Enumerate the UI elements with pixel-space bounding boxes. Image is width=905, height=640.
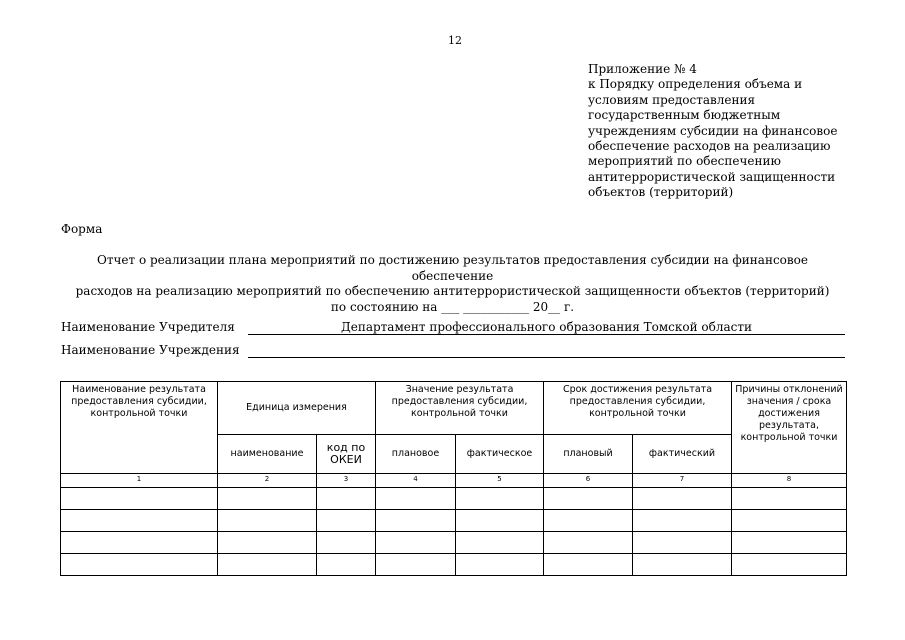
appendix-line: учреждениям субсидии на финансовое — [588, 123, 838, 138]
report-title-line: Отчет о реализации плана мероприятий по достижению результатов предоставления субсидии на финансовое обеспечение — [97, 253, 808, 283]
appendix-line: к Порядку определения объема и — [588, 77, 803, 92]
report-date-line: по состоянию на ___ ___________ 20__ г. — [330, 299, 575, 314]
column-number: 3 — [317, 474, 376, 488]
table-cell — [544, 510, 633, 532]
table-cell — [61, 510, 218, 532]
table-cell — [544, 488, 633, 510]
appendix-line: условиям предоставления — [588, 92, 756, 107]
appendix-line: обеспечение расходов на реализацию — [588, 139, 831, 154]
table-cell — [317, 510, 376, 532]
table-cell — [61, 488, 218, 510]
report-table — [60, 381, 847, 576]
header-unit: Единица измерения — [218, 382, 376, 435]
table-cell — [633, 488, 732, 510]
header-result-name: Наименование результата предоставления субсидии, контрольной точки — [61, 382, 218, 474]
column-number: 8 — [732, 474, 847, 488]
column-number-row — [61, 474, 847, 488]
page-number: 12 — [448, 34, 462, 47]
founder-value: Департамент профессионального образования Томской области — [248, 320, 845, 335]
appendix-block — [588, 62, 838, 201]
subheader-value-actual: фактическое — [456, 435, 544, 474]
founder-label: Наименование Учредителя — [61, 320, 235, 334]
table-cell — [376, 488, 456, 510]
appendix-line: государственным бюджетным — [588, 108, 781, 123]
form-label: Форма — [61, 222, 103, 236]
institution-value — [248, 343, 845, 358]
subheader-unit-code: код по ОКЕИ — [317, 435, 376, 474]
table-cell — [61, 532, 218, 554]
table-cell — [218, 510, 317, 532]
table-cell — [218, 488, 317, 510]
table-row — [61, 554, 847, 576]
appendix-line: антитеррористической защищенности — [588, 169, 836, 184]
appendix-title: Приложение № 4 — [588, 62, 697, 76]
table-cell — [61, 554, 218, 576]
table-cell — [633, 510, 732, 532]
table-cell — [456, 532, 544, 554]
table-cell — [317, 532, 376, 554]
table-cell — [456, 488, 544, 510]
table-cell — [376, 532, 456, 554]
subheader-deadline-actual: фактический — [633, 435, 732, 474]
table-cell — [376, 554, 456, 576]
header-value: Значение результата предоставления субсидии, контрольной точки — [376, 382, 544, 435]
header-deadline: Срок достижения результата предоставления субсидии, контрольной точки — [544, 382, 732, 435]
table-row — [61, 510, 847, 532]
table-cell — [633, 532, 732, 554]
table-cell — [456, 554, 544, 576]
table-row — [61, 488, 847, 510]
table-cell — [732, 510, 847, 532]
table-cell — [544, 554, 633, 576]
column-number: 5 — [456, 474, 544, 488]
subheader-deadline-planned: плановый — [544, 435, 633, 474]
appendix-line: объектов (территорий) — [588, 185, 734, 200]
table-cell — [633, 554, 732, 576]
table-cell — [544, 532, 633, 554]
table-cell — [317, 488, 376, 510]
report-title-line: расходов на реализацию мероприятий по обеспечению антитеррористической защищенности объектов (территорий) — [75, 284, 830, 298]
subheader-value-planned: плановое — [376, 435, 456, 474]
column-number: 4 — [376, 474, 456, 488]
column-number: 2 — [218, 474, 317, 488]
header-reasons: Причины отклонений значения / срока достижения результата, контрольной точки — [732, 382, 847, 474]
table-cell — [732, 488, 847, 510]
appendix-line: мероприятий по обеспечению — [588, 154, 781, 169]
table-cell — [218, 532, 317, 554]
institution-label: Наименование Учреждения — [61, 343, 240, 357]
table-cell — [732, 554, 847, 576]
subheader-unit-name: наименование — [218, 435, 317, 474]
column-number: 7 — [633, 474, 732, 488]
report-title — [60, 253, 845, 315]
table-cell — [317, 554, 376, 576]
table-cell — [732, 532, 847, 554]
table-cell — [218, 554, 317, 576]
table-row — [61, 532, 847, 554]
column-number: 1 — [61, 474, 218, 488]
table-cell — [456, 510, 544, 532]
institution-field — [61, 343, 845, 359]
column-number: 6 — [544, 474, 633, 488]
table-cell — [376, 510, 456, 532]
founder-field — [61, 320, 845, 336]
